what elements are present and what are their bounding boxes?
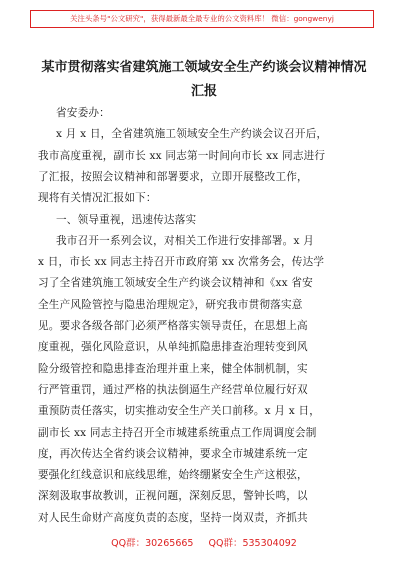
footer-qq-group-1: QQ群：30265665 [111,538,194,549]
body-line: 一、领导重视，迅速传达落实 [56,213,197,226]
body-line: 度重视，强化风险意识，从单纯抓隐患排查治理转变到风 [38,341,308,354]
body-line: 要强化红线意识和底线思维，始终绷紧安全生产这根弦， [38,469,308,482]
body-line: 习了全省建筑施工领域安全生产约谈会议精神和《xx 省安 [38,277,313,290]
header-banner: 关注头条号"公文研究"，获得最新最全最专业的公文资料库！ 微信：gongwenyj [30,10,374,28]
document-title-continued: 汇报 [190,84,217,99]
body-line: 见。要求各级各部门必须严格落实领导责任，在思想上高 [38,320,308,332]
body-line: x 日，市长 xx 同志主持召开市政府第 xx 次常务会，传达学 [38,256,325,269]
footer-qq-group-2: QQ群：535304092 [208,538,297,549]
body-line: 我市高度重视，副市长 xx 同志第一时间向市长 xx 同志进行 [38,149,326,162]
body-line: 现将有关情况汇报如下： [38,192,157,205]
body-line: 重预防责任落实，切实推动安全生产关口前移。x 月 x 日， [38,405,321,418]
body-line: 行严管重罚，通过严格的执法倒逼生产经营单位履行好双 [38,383,308,396]
body-line: x 月 x 日，全省建筑施工领域安全生产约谈会议召开后， [56,128,328,141]
footer [0,535,408,549]
body-line: 了汇报，按照会议精神和部署要求，立即开展整改工作， [38,170,308,183]
document-title: 某市贯彻落实省建筑施工领域安全生产约谈会议精神情况 [41,60,367,75]
body-line: 省安委办： [56,107,110,119]
body-line: 度，再次传达全省约谈会议精神，要求全市城建系统一定 [38,447,308,460]
body-line: 险分级管控和隐患排查治理并重上来，健全体制机制，实 [38,362,308,375]
body-line: 全生产风险管控与隐患治理规定》，研究我市贯彻落实意 [38,298,303,311]
body-line: 对人民生命财产高度负责的态度，坚持一岗双责，齐抓共 [38,511,308,524]
body-line: 深刻汲取事故教训，正视问题，深刻反思，警钟长鸣，以 [38,490,308,503]
body-line: 我市召开一系列会议，对相关工作进行安排部署。x 月 [56,234,314,247]
body-line: 副市长 xx 同志主持召开全市城建系统重点工作周调度会制 [38,426,317,439]
